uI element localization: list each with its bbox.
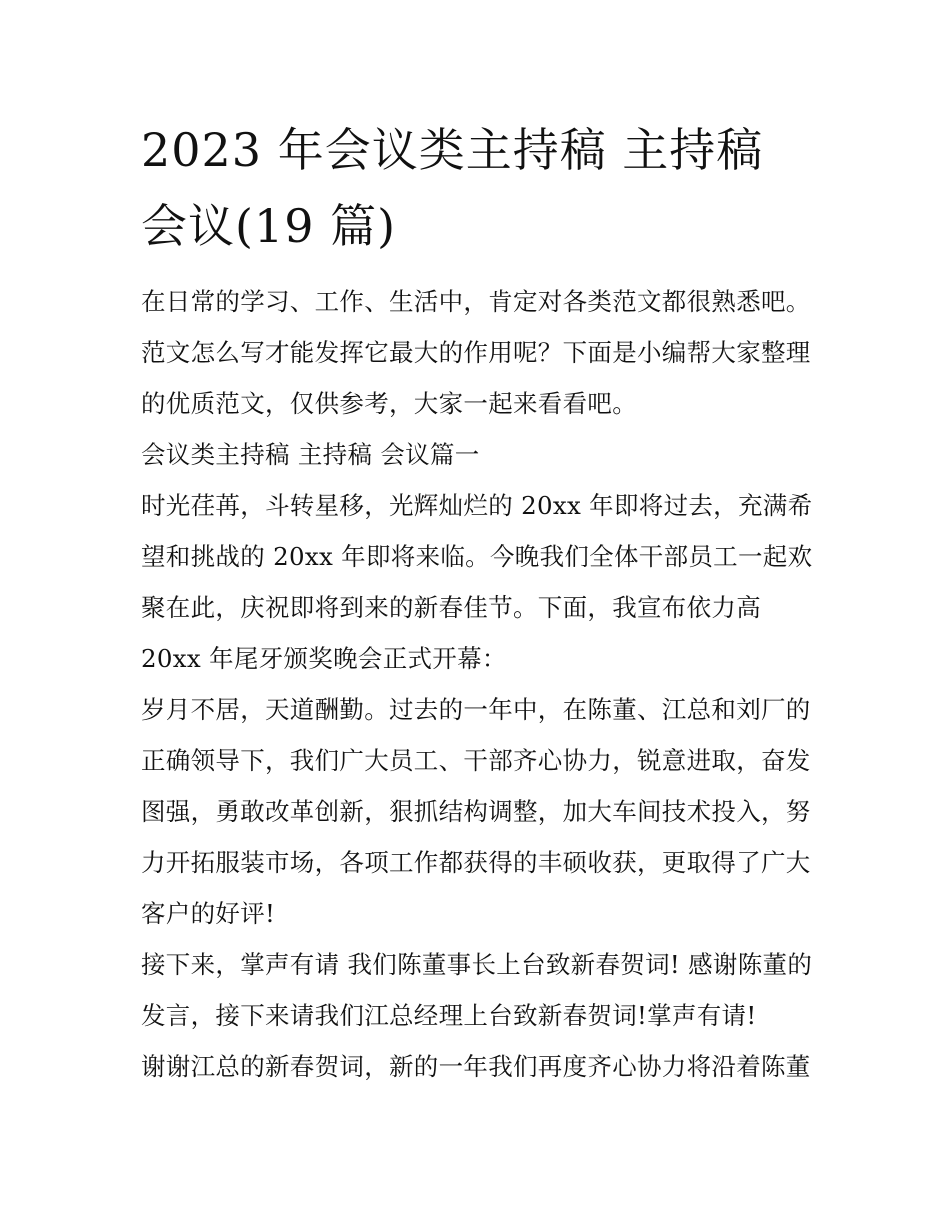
document-title: [141, 112, 821, 264]
body-line: 岁月不居，天道酬勤。过去的一年中，在陈董、江总和刘厂的: [141, 695, 811, 724]
body-line: 发言，接下来请我们江总经理上台致新春贺词!掌声有请!: [141, 1001, 757, 1030]
body-line: 在日常的学习、工作、生活中，肯定对各类范文都很熟悉吧。: [141, 287, 811, 316]
title-line-1: 2023 年会议类主持稿 主持稿: [141, 123, 764, 177]
body-line: 望和挑战的 20xx 年即将来临。今晚我们全体干部员工一起欢: [141, 542, 813, 571]
body-line: 图强，勇敢改革创新，狠抓结构调整，加大车间技术投入，努: [141, 797, 811, 826]
body-line: 客户的好评!: [141, 899, 276, 928]
body-line: 聚在此，庆祝即将到来的新春佳节。下面，我宣布依力高: [141, 593, 761, 622]
body-line: 接下来，掌声有请 我们陈董事长上台致新春贺词! 感谢陈董的: [141, 950, 813, 979]
body-line: 力开拓服装市场，各项工作都获得的丰硕收获，更取得了广大: [141, 848, 811, 877]
body-line: 的优质范文，仅供参考，大家一起来看看吧。: [141, 389, 637, 418]
body-line: 时光荏苒，斗转星移，光辉灿烂的 20xx 年即将过去，充满希: [141, 491, 813, 520]
body-line: 谢谢江总的新春贺词，新的一年我们再度齐心协力将沿着陈董: [141, 1052, 811, 1081]
document-body: [141, 276, 813, 1092]
body-line: 范文怎么写才能发挥它最大的作用呢？下面是小编帮大家整理: [141, 338, 811, 367]
body-line: 正确领导下，我们广大员工、干部齐心协力，锐意进取，奋发: [141, 746, 811, 775]
body-line: 20xx 年尾牙颁奖晚会正式开幕：: [141, 644, 507, 673]
section-heading: 会议类主持稿 主持稿 会议篇一: [141, 440, 480, 469]
title-line-2: 会议(19 篇): [141, 199, 397, 253]
